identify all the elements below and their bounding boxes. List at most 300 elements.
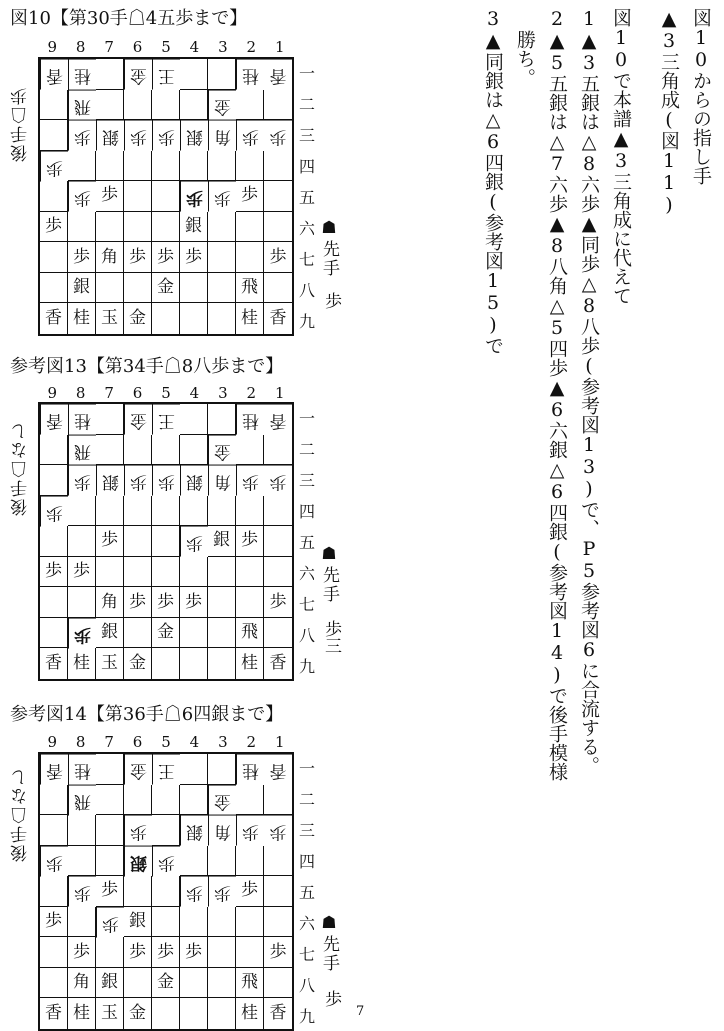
file-label: 3 <box>218 38 228 56</box>
board-square <box>152 496 180 527</box>
shogi-piece: 桂 <box>68 404 96 435</box>
rank-label: 九 <box>298 657 315 676</box>
board-square <box>152 435 180 466</box>
board-square <box>40 273 68 304</box>
shogi-piece: 歩 <box>152 937 180 968</box>
board-square <box>124 90 152 121</box>
board-square <box>152 181 180 212</box>
gote-hand: 後手☖なし <box>11 421 31 516</box>
board-square <box>124 273 152 304</box>
shogi-piece: 香 <box>40 303 68 334</box>
board-square <box>180 968 208 999</box>
board-square <box>264 496 292 527</box>
file-label: 1 <box>275 384 285 402</box>
board-square <box>68 846 96 877</box>
diagram-title: 図10【第30手☖4五歩まで】 <box>10 8 248 29</box>
board-square <box>124 151 152 182</box>
page-number: 7 <box>356 1004 365 1019</box>
file-label: 4 <box>189 733 200 751</box>
board-square <box>180 404 208 435</box>
board-square <box>264 846 292 877</box>
board-square <box>208 151 236 182</box>
board-square <box>152 907 180 938</box>
rank-label: 六 <box>298 914 315 933</box>
board-square <box>40 815 68 846</box>
board-square <box>40 937 68 968</box>
board-square <box>208 587 236 618</box>
shogi-piece: 桂 <box>236 998 264 1029</box>
board-square <box>180 846 208 877</box>
shogi-piece: 歩 <box>236 526 264 557</box>
board-square <box>180 303 208 334</box>
board-square <box>68 496 96 527</box>
board-square <box>236 242 264 273</box>
board-square <box>264 968 292 999</box>
board-square <box>40 435 68 466</box>
shogi-piece: 歩 <box>68 557 96 588</box>
board-square <box>180 754 208 785</box>
shogi-piece: 歩 <box>96 876 124 907</box>
rank-label: 一 <box>298 759 315 778</box>
rank-label: 四 <box>298 157 315 176</box>
shogi-piece: 歩 <box>180 242 208 273</box>
board-square <box>124 876 152 907</box>
rank-label: 三 <box>298 821 315 840</box>
file-label: 4 <box>189 38 200 56</box>
board-square <box>40 587 68 618</box>
board-square <box>236 937 264 968</box>
board-square <box>40 465 68 496</box>
rank-label: 六 <box>298 564 315 583</box>
board-square <box>208 273 236 304</box>
shogi-piece: 角 <box>208 815 236 846</box>
shogi-piece: 歩 <box>208 181 236 212</box>
shogi-piece: 金 <box>124 998 152 1029</box>
shogi-piece: 歩 <box>236 815 264 846</box>
shogi-piece: 歩 <box>68 242 96 273</box>
shogi-piece: 歩 <box>264 815 292 846</box>
board-square <box>96 496 124 527</box>
board-square <box>264 273 292 304</box>
board-square <box>96 59 124 90</box>
board-square <box>180 998 208 1029</box>
board-square <box>124 496 152 527</box>
board-square <box>236 587 264 618</box>
board-square <box>236 435 264 466</box>
rank-labels <box>296 402 318 681</box>
board-square <box>236 846 264 877</box>
file-label: 9 <box>47 384 57 402</box>
board-square <box>96 815 124 846</box>
shogi-piece: 歩 <box>40 846 68 877</box>
sente-holding: 歩 <box>321 990 341 1007</box>
diagram-title: 参考図13【第34手☖8八歩まで】 <box>10 356 284 377</box>
rank-label: 三 <box>298 126 315 145</box>
board-square <box>180 90 208 121</box>
board-square <box>208 212 236 243</box>
shogi-piece: 金 <box>208 435 236 466</box>
shogi-piece: 香 <box>40 648 68 679</box>
commentary-line: 勝ち。 <box>514 30 536 87</box>
shogi-piece: 歩 <box>180 937 208 968</box>
board-square <box>208 557 236 588</box>
shogi-piece: 香 <box>264 754 292 785</box>
shogi-piece: 歩 <box>264 465 292 496</box>
board-square <box>40 181 68 212</box>
sente-mark-icon: ☗ <box>319 218 339 240</box>
file-labels <box>38 38 294 56</box>
board-square <box>208 496 236 527</box>
sente-holding: 歩 <box>321 292 341 309</box>
shogi-piece: 桂 <box>68 59 96 90</box>
commentary-line: 1▲3五銀は△8六歩▲同歩△8八歩(参考図13)で、P5参考図6に合流する。 <box>578 8 600 775</box>
shogi-piece: 香 <box>40 998 68 1029</box>
shogi-piece: 歩 <box>96 181 124 212</box>
shogi-piece: 角 <box>96 587 124 618</box>
rank-label: 九 <box>298 312 315 331</box>
shogi-board <box>38 752 294 1031</box>
board-square <box>208 648 236 679</box>
board-square <box>152 648 180 679</box>
shogi-piece: 金 <box>152 273 180 304</box>
board-square <box>152 785 180 816</box>
board-square <box>236 785 264 816</box>
file-label: 7 <box>104 384 114 402</box>
shogi-piece: 飛 <box>236 273 264 304</box>
shogi-piece: 歩 <box>264 587 292 618</box>
board-square <box>236 557 264 588</box>
rank-label: 二 <box>298 790 315 809</box>
file-label: 6 <box>132 38 143 56</box>
shogi-piece: 歩 <box>124 465 152 496</box>
rank-label: 三 <box>298 471 315 490</box>
rank-label: 四 <box>298 852 315 871</box>
board-square <box>96 754 124 785</box>
board-square <box>208 907 236 938</box>
shogi-board <box>38 57 294 336</box>
board-square <box>68 212 96 243</box>
sente-hand <box>320 218 342 278</box>
shogi-piece: 銀 <box>96 968 124 999</box>
board-square <box>40 526 68 557</box>
shogi-piece: 歩 <box>68 465 96 496</box>
file-label: 8 <box>75 38 86 56</box>
diagram-title: 参考図14【第36手☖6四銀まで】 <box>10 704 284 725</box>
shogi-piece: 歩 <box>208 876 236 907</box>
shogi-piece: 金 <box>124 754 152 785</box>
shogi-piece: 歩 <box>180 181 208 212</box>
shogi-piece: 歩 <box>180 526 208 557</box>
board-square <box>96 273 124 304</box>
shogi-piece: 角 <box>208 120 236 151</box>
shogi-piece: 香 <box>264 404 292 435</box>
file-label: 5 <box>161 38 171 56</box>
shogi-piece: 銀 <box>180 212 208 243</box>
file-label: 2 <box>246 384 257 402</box>
shogi-piece: 香 <box>40 59 68 90</box>
board-square <box>96 404 124 435</box>
shogi-piece: 飛 <box>68 785 96 816</box>
board-square <box>152 526 180 557</box>
board-square <box>208 998 236 1029</box>
board-square <box>96 90 124 121</box>
board-square <box>96 846 124 877</box>
file-label: 5 <box>161 733 171 751</box>
board-square <box>264 151 292 182</box>
shogi-piece: 歩 <box>264 120 292 151</box>
shogi-piece: 金 <box>124 59 152 90</box>
shogi-piece: 飛 <box>236 968 264 999</box>
shogi-piece: 歩 <box>68 618 96 649</box>
board-square <box>180 785 208 816</box>
board-square <box>180 907 208 938</box>
shogi-piece: 桂 <box>236 648 264 679</box>
file-label: 1 <box>275 733 285 751</box>
file-label: 8 <box>75 384 86 402</box>
board-square <box>96 937 124 968</box>
shogi-piece: 歩 <box>124 587 152 618</box>
shogi-piece: 歩 <box>152 587 180 618</box>
file-labels <box>38 733 294 751</box>
shogi-piece: 金 <box>124 303 152 334</box>
shogi-piece: 金 <box>124 648 152 679</box>
shogi-piece: 歩 <box>152 846 180 877</box>
board-square <box>264 212 292 243</box>
shogi-piece: 金 <box>208 785 236 816</box>
gote-hand: 後手☖なし <box>11 767 31 862</box>
shogi-piece: 歩 <box>124 242 152 273</box>
board-square <box>124 968 152 999</box>
shogi-piece: 金 <box>208 90 236 121</box>
board-square <box>264 618 292 649</box>
board-square <box>152 876 180 907</box>
shogi-piece: 銀 <box>68 273 96 304</box>
rank-label: 一 <box>298 64 315 83</box>
file-label: 7 <box>104 733 114 751</box>
shogi-piece: 桂 <box>236 754 264 785</box>
shogi-piece: 香 <box>269 308 287 329</box>
shogi-piece: 王 <box>152 754 180 785</box>
sente-holding: 歩三 <box>321 620 341 654</box>
shogi-piece: 歩 <box>236 120 264 151</box>
board-square <box>180 618 208 649</box>
board-square <box>180 273 208 304</box>
shogi-piece: 桂 <box>68 754 96 785</box>
sente-hand <box>320 913 342 973</box>
shogi-piece: 桂 <box>68 648 96 679</box>
board-square <box>208 754 236 785</box>
shogi-piece: 金 <box>152 968 180 999</box>
board-square <box>40 968 68 999</box>
board-square <box>152 151 180 182</box>
shogi-piece: 王 <box>152 59 180 90</box>
shogi-piece: 歩 <box>40 557 68 588</box>
commentary-line: ▲3三角成(図11) <box>658 8 680 216</box>
shogi-piece: 銀 <box>124 907 152 938</box>
board-square <box>264 90 292 121</box>
shogi-piece: 桂 <box>68 998 96 1029</box>
board-square <box>68 587 96 618</box>
commentary-line: 3▲同銀は△6四銀(参考図15)で <box>482 8 504 355</box>
board-square <box>208 937 236 968</box>
shogi-piece: 桂 <box>68 303 96 334</box>
board-square <box>208 59 236 90</box>
shogi-piece: 玉 <box>96 998 124 1029</box>
board-square <box>264 557 292 588</box>
board-square <box>152 557 180 588</box>
board-square <box>264 181 292 212</box>
rank-label: 九 <box>298 1007 315 1026</box>
shogi-piece: 銀 <box>180 120 208 151</box>
file-label: 9 <box>47 733 57 751</box>
rank-label: 五 <box>298 883 315 902</box>
shogi-piece: 歩 <box>68 181 96 212</box>
shogi-piece: 歩 <box>96 526 124 557</box>
board-square <box>68 526 96 557</box>
file-label: 2 <box>246 733 257 751</box>
board-square <box>152 212 180 243</box>
shogi-piece: 玉 <box>96 648 124 679</box>
board-square <box>152 998 180 1029</box>
board-square <box>96 151 124 182</box>
shogi-board <box>38 402 294 681</box>
shogi-piece: 香 <box>40 754 68 785</box>
board-square <box>152 815 180 846</box>
shogi-piece: 歩 <box>124 120 152 151</box>
shogi-piece: 歩 <box>180 876 208 907</box>
shogi-piece: 飛 <box>68 435 96 466</box>
shogi-piece: 香 <box>269 1003 287 1024</box>
board-square <box>264 526 292 557</box>
board-square <box>68 151 96 182</box>
board-square <box>236 90 264 121</box>
board-square <box>68 815 96 846</box>
rank-label: 七 <box>298 595 315 614</box>
shogi-piece: 歩 <box>236 181 264 212</box>
board-square <box>236 496 264 527</box>
board-square <box>208 618 236 649</box>
file-label: 5 <box>161 384 171 402</box>
board-square <box>264 907 292 938</box>
board-square <box>208 404 236 435</box>
shogi-piece: 銀 <box>180 465 208 496</box>
shogi-piece: 歩 <box>236 876 264 907</box>
file-label: 1 <box>275 38 285 56</box>
rank-label: 七 <box>298 250 315 269</box>
shogi-piece: 歩 <box>68 937 96 968</box>
board-square <box>68 907 96 938</box>
shogi-piece: 歩 <box>40 496 68 527</box>
commentary-line: 2▲5五銀は△7六歩▲8八角△5四歩▲6六銀△6四銀(参考図14)で後手模様 <box>546 8 568 781</box>
file-label: 8 <box>75 733 86 751</box>
shogi-piece: 歩 <box>40 907 68 938</box>
rank-label: 八 <box>298 976 315 995</box>
board-square <box>124 435 152 466</box>
file-labels <box>38 384 294 402</box>
rank-label: 五 <box>298 188 315 207</box>
shogi-piece: 金 <box>124 404 152 435</box>
shogi-piece: 歩 <box>236 465 264 496</box>
rank-label: 一 <box>298 409 315 428</box>
sente-mark-icon: ☗ <box>319 913 339 935</box>
shogi-piece: 飛 <box>236 618 264 649</box>
shogi-piece: 角 <box>68 968 96 999</box>
rank-label: 二 <box>298 95 315 114</box>
shogi-piece: 桂 <box>236 404 264 435</box>
shogi-piece: 銀 <box>96 120 124 151</box>
rank-label: 八 <box>298 281 315 300</box>
board-square <box>180 59 208 90</box>
shogi-piece: 銀 <box>208 526 236 557</box>
gote-hand: 後手☖歩 <box>11 86 31 162</box>
board-square <box>96 435 124 466</box>
file-label: 3 <box>218 733 228 751</box>
shogi-piece: 歩 <box>68 120 96 151</box>
rank-label: 七 <box>298 945 315 964</box>
file-label: 4 <box>189 384 200 402</box>
sente-label: 先手 <box>319 566 339 604</box>
board-square <box>264 435 292 466</box>
shogi-piece: 角 <box>96 242 124 273</box>
board-square <box>236 151 264 182</box>
rank-labels <box>296 752 318 1031</box>
shogi-piece: 歩 <box>124 815 152 846</box>
file-label: 6 <box>132 384 143 402</box>
board-square <box>124 181 152 212</box>
board-square <box>124 785 152 816</box>
board-square <box>124 526 152 557</box>
board-square <box>96 557 124 588</box>
rank-label: 五 <box>298 533 315 552</box>
board-square <box>264 876 292 907</box>
rank-label: 四 <box>298 502 315 521</box>
board-square <box>124 212 152 243</box>
rank-label: 八 <box>298 626 315 645</box>
board-square <box>208 846 236 877</box>
board-square <box>40 876 68 907</box>
board-square <box>180 435 208 466</box>
shogi-piece: 歩 <box>152 465 180 496</box>
shogi-piece: 角 <box>208 465 236 496</box>
file-label: 3 <box>218 384 228 402</box>
board-square <box>236 907 264 938</box>
board-square <box>40 90 68 121</box>
board-square <box>124 557 152 588</box>
board-square <box>152 90 180 121</box>
shogi-piece: 歩 <box>96 907 124 938</box>
board-square <box>96 212 124 243</box>
board-square <box>152 303 180 334</box>
shogi-piece: 桂 <box>236 59 264 90</box>
file-label: 6 <box>132 733 143 751</box>
sente-mark-icon: ☗ <box>319 544 339 566</box>
commentary-line: 図10で本譜▲3三角成に代えて <box>610 8 632 305</box>
board-square <box>208 303 236 334</box>
shogi-piece: 銀 <box>180 815 208 846</box>
board-square <box>180 151 208 182</box>
rank-labels <box>296 57 318 336</box>
shogi-piece: 歩 <box>124 937 152 968</box>
file-label: 9 <box>47 38 57 56</box>
board-square <box>40 785 68 816</box>
shogi-piece: 香 <box>40 404 68 435</box>
shogi-piece: 歩 <box>68 876 96 907</box>
board-square <box>236 212 264 243</box>
shogi-piece: 歩 <box>40 151 68 182</box>
board-square <box>208 242 236 273</box>
board-square <box>40 618 68 649</box>
board-square <box>124 618 152 649</box>
